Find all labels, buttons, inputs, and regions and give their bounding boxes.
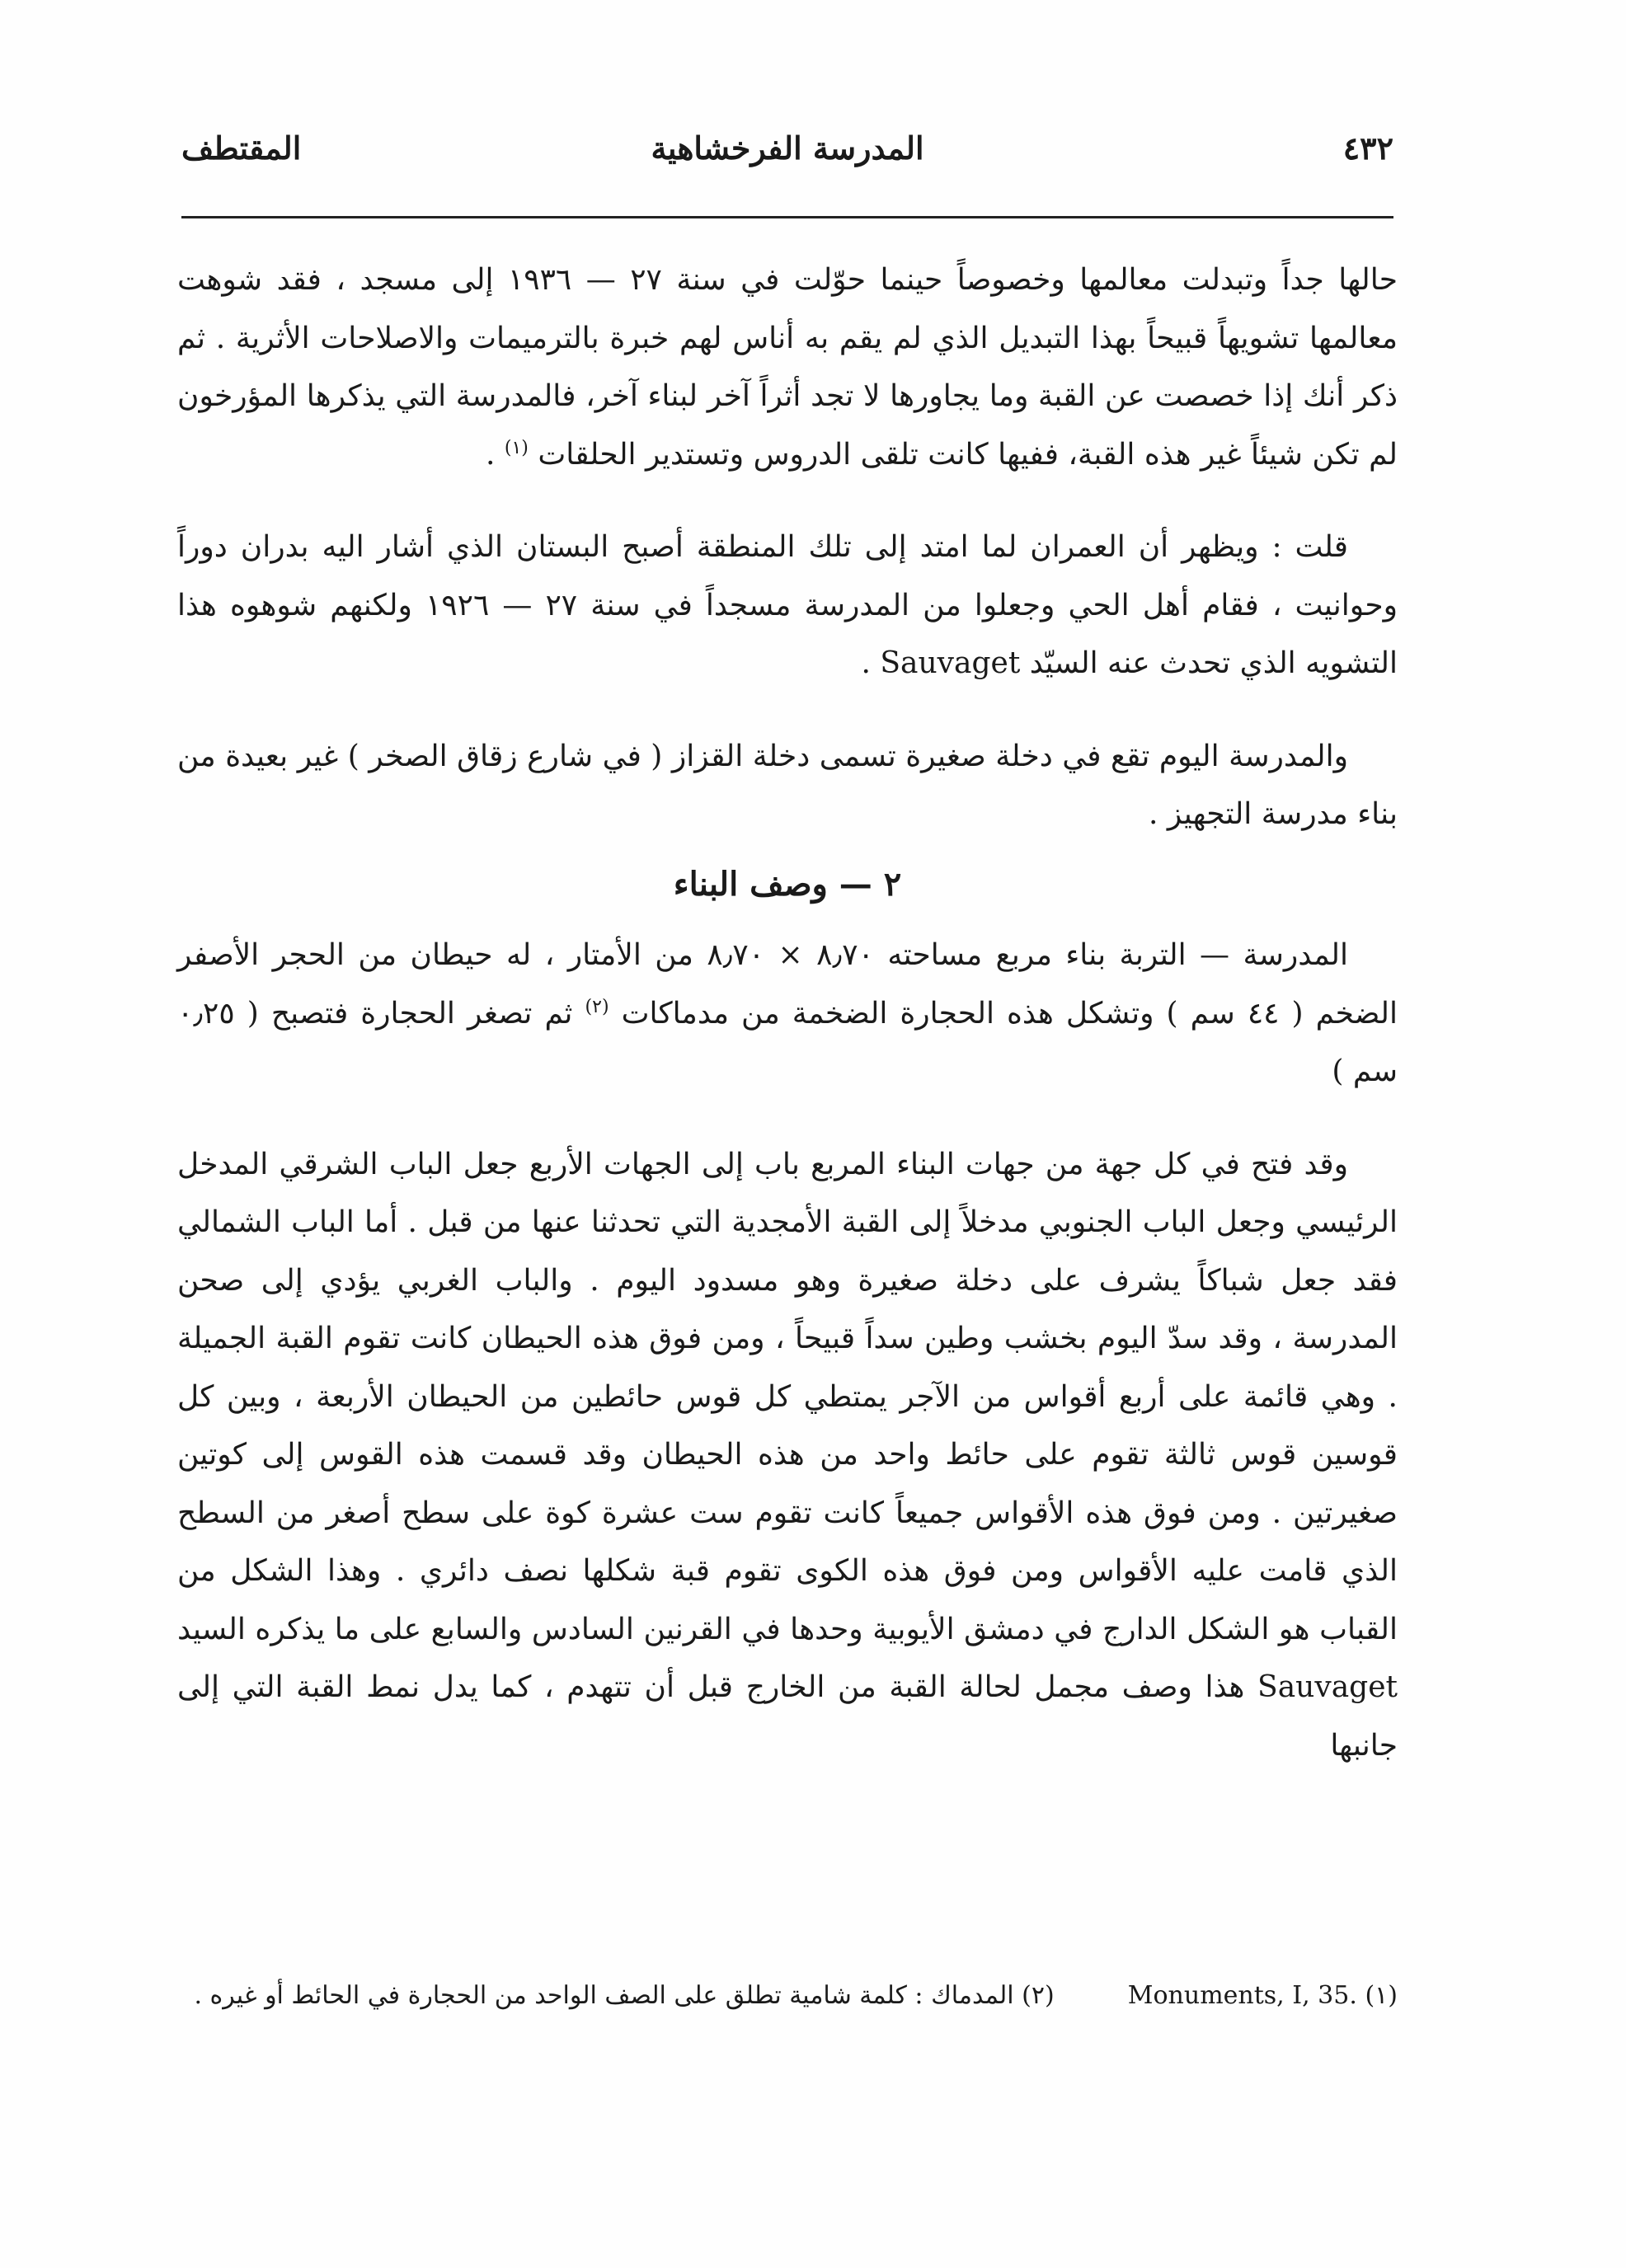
footnote-ref-2: (٢) xyxy=(585,996,609,1017)
journal-name: المقتطف xyxy=(181,129,302,167)
page-number: ٤٣٢ xyxy=(1342,129,1393,167)
header-rule xyxy=(181,216,1393,218)
footnote-1-number: (١) xyxy=(1365,1981,1398,2010)
latin-name-2: Sauvaget xyxy=(1257,1670,1398,1704)
footnote-line xyxy=(177,1975,1398,2017)
footnote-2-text: المدماك : كلمة شامية تطلق على الصف الواحد من الحجارة في الحائط أو غيره . xyxy=(194,1981,1014,2010)
page-header xyxy=(181,124,1393,181)
footnotes xyxy=(177,1975,1398,2017)
paragraph-2: قلت : ويظهر أن العمران لما امتد إلى تلك المنطقة أصبح البستان الذي أشار اليه بدران دوراً وحوانيت ، فقام أهل الحي وجعلوا من المدرسة مسجداً في سنة ٢٧ — ١٩٢٦ ولكنهم شوهوه هذا التشويه الذي تحدث عنه السيّد Sauvaget . xyxy=(177,530,1398,680)
footnote-ref-1: (١) xyxy=(504,437,529,458)
running-title: المدرسة الفرخشاهية xyxy=(651,129,924,167)
latin-name: Sauvaget xyxy=(880,646,1021,680)
paragraph-5: وقد فتح في كل جهة من جهات البناء المربع باب إلى الجهات الأربع جعل الباب الشرقي المدخل الرئيسي وجعل الباب الجنوبي مدخلاً إلى القبة الأمجدية التي تحدثنا عنها من قبل . أما الباب الشمالي فقد جعل شباكاً يشرف على دخلة صغيرة وهو مسدود اليوم . والباب الغربي يؤدي إلى صحن المدرسة ، وقد سدّ اليوم بخشب وطين سداً قبيحاً ، ومن فوق هذه الحيطان كانت تقوم القبة الجميلة . وهي قائمة على أربع أقواس من الآجر يمتطي كل قوس حائطين من الحيطان الأربعة ، وبين كل قوسين قوس ثالثة تقوم على حائط واحد من هذه الحيطان وقد قسمت هذه القوس إلى كوتين صغيرتين . ومن فوق هذه الأقواس جميعاً كانت تقوم ست عشرة كوة على سطح أصغر من السطح الذي قامت عليه الأقواس ومن فوق هذه الكوى تقوم قبة شكلها نصف دائري . وهذا الشكل من القباب هو الشكل الدارج في دمشق الأيوبية وحدها في القرنين السادس والسابع على ما يذكره السيد Sauvaget هذا وصف مجمل لحالة القبة من الخارج قبل أن تتهدم ، كما يدل نمط القبة التي إلى جانبها xyxy=(177,1147,1398,1763)
footnote-2-number: (٢) xyxy=(1022,1981,1055,2010)
paragraph-3: والمدرسة اليوم تقع في دخلة صغيرة تسمى دخلة القزاز ( في شارع زقاق الصخر ) غير بعيدة من بناء مدرسة التجهيز . xyxy=(177,739,1398,831)
footnote-1-text: Monuments, I, 35. xyxy=(1127,1981,1357,2010)
body-text xyxy=(177,251,1398,1775)
paragraph-1: حالها جداً وتبدلت معالمها وخصوصاً حينما حوّلت في سنة ٢٧ — ١٩٣٦ إلى مسجد ، فقد شوهت معالمها تشويهاً قبيحاً بهذا التبديل الذي لم يقم به أناس لهم خبرة بالترميمات والاصلاحات الأثرية . ثم ذكر أنك إذا خصصت عن القبة وما يجاورها لا تجد أثراً آخر لبناء آخر، فالمدرسة التي يذكرها المؤرخون لم تكن شيئاً غير هذه القبة، ففيها كانت تلقى الدروس وتستدير الحلقات $^{(١)}$ . xyxy=(177,263,1398,472)
paragraph-4: المدرسة — التربة بناء مربع مساحته ٨٫٧٠ × ٨٫٧٠ من الأمتار ، له حيطان من الحجر الأصفر الضخم ( ٤٤ سم ) وتشكل هذه الحجارة الضخمة من مدماكات $^{(٢)}$ ثم تصغر الحجارة فتصبح ( ٠٫٢٥ سم ) xyxy=(177,938,1398,1088)
section-heading: ٢ — وصف البناء xyxy=(673,864,902,904)
